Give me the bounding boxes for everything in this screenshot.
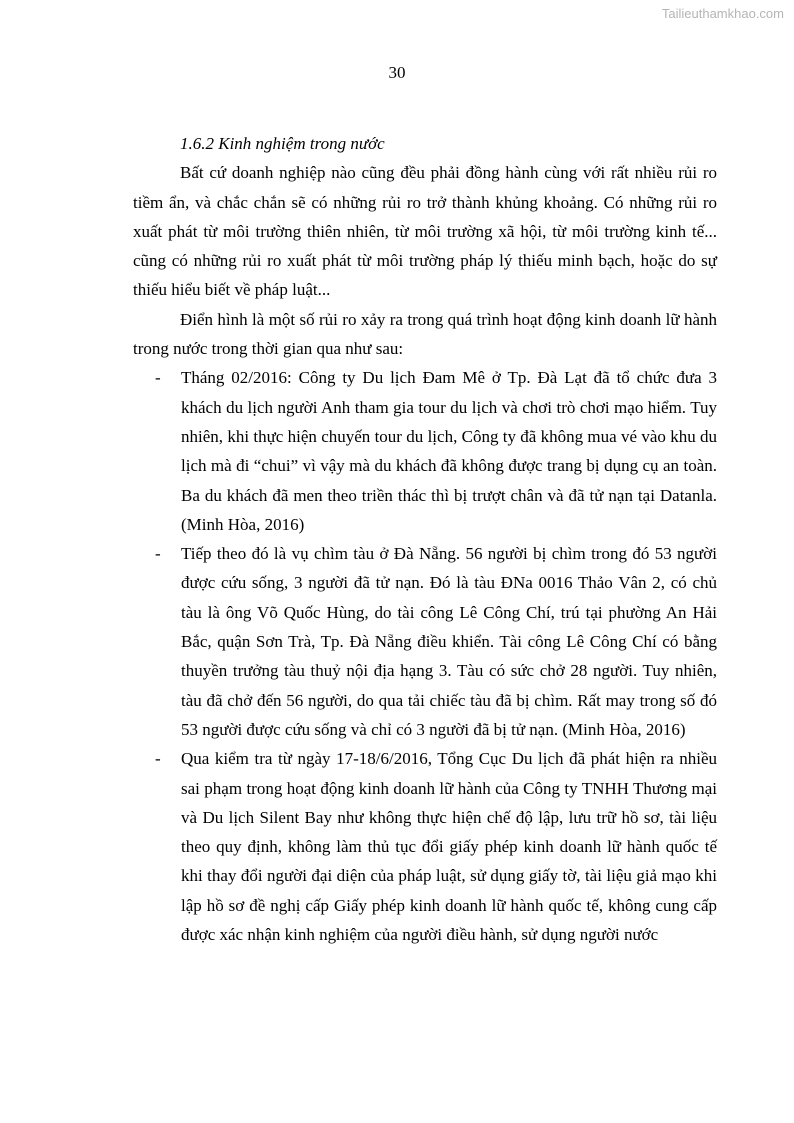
list-item-text: Tháng 02/2016: Công ty Du lịch Đam Mê ở Tp. Đà Lạt đã tổ chức đưa 3 khách du lịch người Anh tham gia tour du lịch và chơi trò chơi mạo hiểm. Tuy nhiên, khi thực hiện chuyến tour du lịch, Công ty đã không mua vé vào khu du lịch mà đi “chui” vì vậy mà du khách đã không được trang bị dụng cụ an toàn. Ba du khách đã men theo triền thác thì bị trượt chân và đã tử nạn tại Datanla. (Minh Hòa, 2016) — [181, 368, 717, 534]
list-item — [133, 539, 717, 744]
section-heading: 1.6.2 Kinh nghiệm trong nước — [180, 134, 385, 153]
list-item-text: Qua kiểm tra từ ngày 17-18/6/2016, Tổng Cục Du lịch đã phát hiện ra nhiều sai phạm trong hoạt động kinh doanh lữ hành của Công ty TNHH Thương mại và Du lịch Silent Bay như không thực hiện chế độ lập, lưu trữ hồ sơ, tài liệu theo quy định, không làm thủ tục đổi giấy phép kinh doanh lữ hành quốc tế khi thay đổi người đại diện của pháp luật, sử dụng giấy tờ, tài liệu giả mạo khi lập hồ sơ đề nghị cấp Giấy phép kinh doanh lữ hành quốc tế, không cung cấp được xác nhận kinh nghiệm của người điều hành, sử dụng người nước — [181, 749, 717, 945]
paragraph-examples-lead: Điển hình là một số rủi ro xảy ra trong quá trình hoạt động kinh doanh lữ hành trong nước trong thời gian qua như sau: — [133, 309, 717, 359]
example-list — [133, 363, 717, 949]
paragraph-intro: Bất cứ doanh nghiệp nào cũng đều phải đồng hành cùng với rất nhiều rủi ro tiềm ẩn, và chắc chắn sẽ có những rủi ro trở thành khủng khoảng. Có những rủi ro xuất phát từ môi trường thiên nhiên, từ môi trường xã hội, từ môi trường kinh tế... cũng có những rủi ro xuất phát từ môi trường pháp lý thiếu minh bạch, hoặc do sự thiếu hiểu biết về pháp luật... — [133, 163, 717, 300]
bullet-dash-icon: - — [155, 544, 161, 564]
list-item — [133, 744, 717, 949]
list-item — [133, 363, 717, 539]
page-number: 30 — [388, 63, 406, 82]
list-item-text: Tiếp theo đó là vụ chìm tàu ở Đà Nẵng. 56 người bị chìm trong đó 53 người được cứu sống, 3 người đã tử nạn. Đó là tàu ĐNa 0016 Thảo Vân 2, có chủ tàu là ông Võ Quốc Hùng, do tài công Lê Công Chí, trú tại phường An Hải Bắc, quận Sơn Trà, Tp. Đà Nẵng điều khiển. Tài công Lê Công Chí có bằng thuyền trưởng tàu thuỷ nội địa hạng 3. Tàu có sức chở 28 người. Tuy nhiên, tàu đã chở đến 56 người, do qua tải chiếc tàu đã bị chìm. Rất may trong số đó 53 người được cứu sống và chỉ có 3 người đã bị tử nạn. (Minh Hòa, 2016) — [181, 544, 717, 739]
bullet-dash-icon: - — [155, 368, 161, 388]
watermark-text: Tailieuthamkhao.com — [661, 6, 784, 21]
bullet-dash-icon: - — [155, 749, 161, 769]
document-body — [133, 129, 717, 949]
